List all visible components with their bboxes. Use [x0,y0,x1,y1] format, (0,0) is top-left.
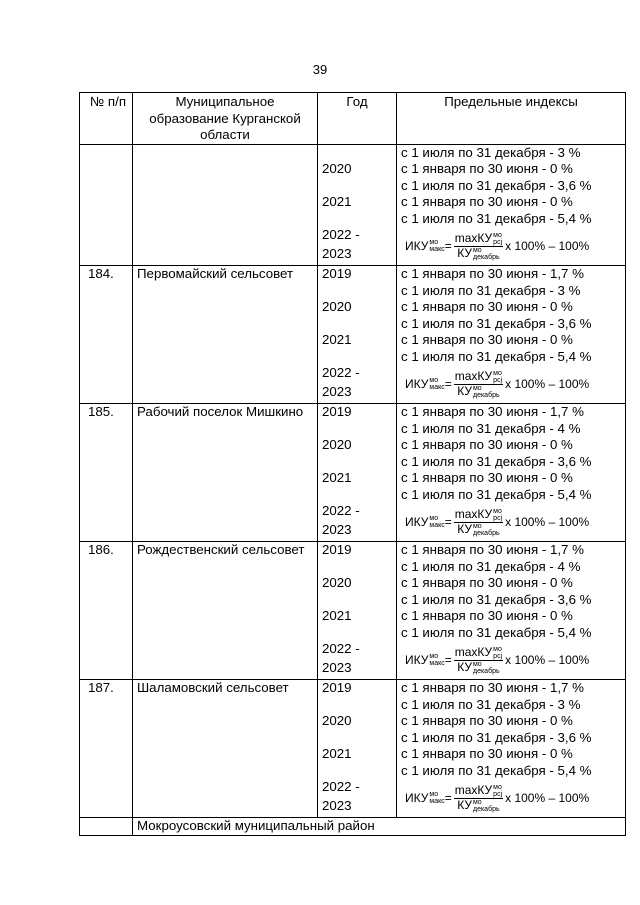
formula-lhs-sub: макс [429,246,445,253]
year-label: 2023 [322,798,352,813]
cell-name [133,144,318,266]
formula-lhs: ИКУ [405,790,429,805]
index-line: с 1 января по 30 июня - 0 % [401,608,573,623]
formula-lhs: ИКУ [405,238,429,253]
formula-lhs-indices [429,653,444,667]
formula-lhs-sub: макс [429,522,445,529]
formula-fraction [454,508,503,537]
formula-eq: = [444,652,452,667]
index-line: с 1 июля по 31 декабря - 3,6 % [401,453,592,469]
index-line: с 1 января по 30 июня - 0 % [401,161,573,176]
formula-rhs: x 100% – 100% [505,652,590,667]
cell-indices [397,680,626,818]
formula-lhs-sub: макс [429,384,445,391]
table-row [80,542,626,680]
formula-num-sup: мо [493,507,502,515]
formula-eq: = [444,238,452,253]
cell-num [80,144,133,266]
formula-rhs: x 100% – 100% [505,790,590,805]
formula-den-sup: мо [472,798,482,806]
formula [401,503,621,541]
formula-num-sub: pcj [493,514,503,522]
year-label: 2019 [322,266,352,281]
formula-numerator [454,232,503,247]
formula-numerator [454,646,503,661]
formula-den-indices [473,385,500,399]
formula-eq: = [444,790,452,805]
year-label: 2023 [322,384,352,399]
year-label: 2019 [322,404,352,419]
formula-num-sup: мо [493,645,502,653]
cell-indices [397,404,626,542]
formula-num-text: maxКУ [454,368,493,383]
formula-den-sub: декабрь [472,805,500,813]
formula-numerator [454,508,503,523]
table-row [80,680,626,818]
formula-den-indices [473,799,500,813]
header-year: Год [318,93,397,145]
formula-lhs-indices [429,791,444,805]
year-label: 2019 [322,542,352,557]
index-line: с 1 июля по 31 декабря - 3 % [401,144,581,160]
formula-den-text: КУ [457,521,472,536]
year-label: 2021 [322,746,352,761]
index-line: с 1 июля по 31 декабря - 5,4 % [401,486,592,502]
formula-lhs-sup: мо [429,239,439,246]
formula-num-sup: мо [493,783,502,791]
year-label: 2023 [322,522,352,537]
index-line: с 1 января по 30 июня - 0 % [401,437,573,452]
index-line: с 1 января по 30 июня - 1,7 % [401,404,584,419]
formula-num-indices [493,508,502,522]
index-line: с 1 января по 30 июня - 0 % [401,713,573,728]
year-label: 2022 - [322,227,360,242]
year-label: 2022 - [322,779,360,794]
formula-denominator [457,661,499,675]
index-line: с 1 июля по 31 декабря - 4 % [401,558,581,574]
cell-num [80,818,133,836]
table-row [80,144,626,266]
year-label: 2023 [322,660,352,675]
formula-lhs-sup: мо [429,515,439,522]
formula-num-text: maxКУ [454,644,493,659]
cell-num: 185. [80,404,133,542]
formula-lhs: ИКУ [405,376,429,391]
formula-den-indices [473,523,500,537]
index-line: с 1 июля по 31 декабря - 5,4 % [401,624,592,640]
index-line: с 1 июля по 31 декабря - 3 % [401,282,581,298]
formula-lhs-indices [429,515,444,529]
formula-lhs-sub: макс [429,798,445,805]
cell-num: 187. [80,680,133,818]
formula-fraction [454,646,503,675]
index-line: с 1 июля по 31 декабря - 3,6 % [401,591,592,607]
cell-indices [397,144,626,266]
year-label: 2022 - [322,503,360,518]
index-line: с 1 января по 30 июня - 0 % [401,746,573,761]
cell-years [318,680,397,818]
index-line: с 1 июля по 31 декабря - 3,6 % [401,177,592,193]
formula-lhs-sub: макс [429,660,445,667]
formula-num-indices [493,232,502,246]
formula-eq: = [444,376,452,391]
formula-den-sub: декабрь [472,667,500,675]
formula-numerator [454,370,503,385]
formula-num-text: maxКУ [454,782,493,797]
header-num: № п/п [80,93,133,145]
table-row [80,404,626,542]
formula-num-text: maxКУ [454,506,493,521]
index-line: с 1 января по 30 июня - 0 % [401,299,573,314]
formula-den-text: КУ [457,659,472,674]
cell-name: Первомайский сельсовет [133,266,318,404]
formula-rhs: x 100% – 100% [505,376,590,391]
formula-denominator [457,523,499,537]
district-name: Мокроусовский муниципальный район [133,818,626,836]
header-indices: Предельные индексы [397,93,626,145]
year-label: 2020 [322,299,352,314]
year-label: 2021 [322,608,352,623]
formula-num-indices [493,784,502,798]
year-label [322,145,392,162]
formula-rhs: x 100% – 100% [505,238,590,253]
formula-den-sub: декабрь [472,253,500,261]
district-row [80,818,626,836]
formula-den-indices [473,661,500,675]
year-label: 2022 - [322,641,360,656]
formula-lhs-sup: мо [429,377,439,384]
formula-num-sub: pcj [493,790,503,798]
index-line: с 1 июля по 31 декабря - 4 % [401,420,581,436]
year-label: 2023 [322,246,352,261]
cell-indices [397,542,626,680]
index-line: с 1 января по 30 июня - 0 % [401,470,573,485]
index-line: с 1 июля по 31 декабря - 5,4 % [401,762,592,778]
cell-indices [397,266,626,404]
formula-den-text: КУ [457,797,472,812]
table-row [80,266,626,404]
formula-den-sub: декабрь [472,529,500,537]
year-label: 2020 [322,437,352,452]
cell-name: Рабочий поселок Мишкино [133,404,318,542]
year-label: 2020 [322,161,352,176]
year-label: 2021 [322,332,352,347]
header-municipality: Муниципальное образование Курганской области [133,93,318,145]
year-label: 2019 [322,680,352,695]
formula-lhs-indices [429,377,444,391]
formula-num-sup: мо [493,369,502,377]
formula-denominator [457,799,499,813]
formula-lhs: ИКУ [405,514,429,529]
formula-den-sub: декабрь [472,391,500,399]
formula-num-sub: pcj [493,238,503,246]
cell-num: 186. [80,542,133,680]
formula-den-indices [473,247,500,261]
formula-den-text: КУ [457,245,472,260]
indices-table [79,92,626,836]
cell-num: 184. [80,266,133,404]
cell-name: Шаламовский сельсовет [133,680,318,818]
formula-num-sub: pcj [493,652,503,660]
formula-num-indices [493,370,502,384]
formula-num-indices [493,646,502,660]
formula-num-sub: pcj [493,376,503,384]
index-line: с 1 января по 30 июня - 1,7 % [401,266,584,281]
formula-num-text: maxКУ [454,230,493,245]
cell-years [318,266,397,404]
formula-fraction [454,784,503,813]
cell-years [318,542,397,680]
cell-name: Рождественский сельсовет [133,542,318,680]
formula-numerator [454,784,503,799]
formula-den-sup: мо [472,246,482,254]
index-line: с 1 июля по 31 декабря - 3 % [401,696,581,712]
year-label: 2021 [322,194,352,209]
formula-num-sup: мо [493,231,502,239]
index-line: с 1 января по 30 июня - 1,7 % [401,542,584,557]
formula-eq: = [444,514,452,529]
formula-den-sup: мо [472,522,482,530]
formula [401,779,621,817]
formula-den-sup: мо [472,660,482,668]
index-line: с 1 января по 30 июня - 1,7 % [401,680,584,695]
cell-years [318,404,397,542]
page-number: 39 [312,62,328,77]
formula-fraction [454,232,503,261]
formula [401,641,621,679]
index-line: с 1 июля по 31 декабря - 5,4 % [401,210,592,226]
formula-lhs-sup: мо [429,791,439,798]
formula-den-sup: мо [472,384,482,392]
formula-lhs-sup: мо [429,653,439,660]
formula-denominator [457,247,499,261]
formula-fraction [454,370,503,399]
index-line: с 1 января по 30 июня - 0 % [401,332,573,347]
table-header-row [80,93,626,145]
year-label: 2022 - [322,365,360,380]
index-line: с 1 июля по 31 декабря - 5,4 % [401,348,592,364]
index-line: с 1 июля по 31 декабря - 3,6 % [401,315,592,331]
formula [401,227,621,265]
index-line: с 1 января по 30 июня - 0 % [401,194,573,209]
index-line: с 1 января по 30 июня - 0 % [401,575,573,590]
index-line: с 1 июля по 31 декабря - 3,6 % [401,729,592,745]
formula-lhs-indices [429,239,444,253]
formula-rhs: x 100% – 100% [505,514,590,529]
formula-den-text: КУ [457,383,472,398]
formula-denominator [457,385,499,399]
year-label: 2021 [322,470,352,485]
cell-years [318,144,397,266]
year-label: 2020 [322,575,352,590]
formula [401,365,621,403]
formula-lhs: ИКУ [405,652,429,667]
year-label: 2020 [322,713,352,728]
